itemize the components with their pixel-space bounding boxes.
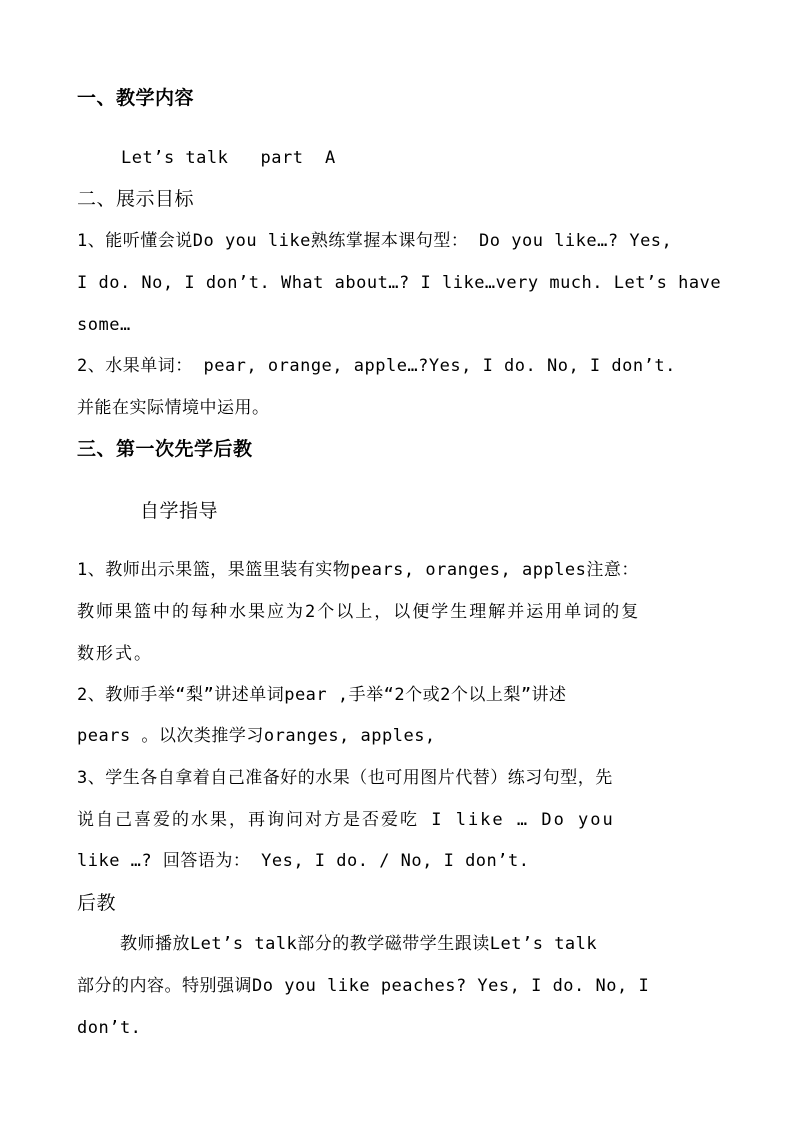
goals-item-2-line-2: 并能在实际情境中运用。 [77, 398, 270, 418]
step-1-line-2: 教师果篮中的每种水果应为2个以上，以便学生理解并运用单词的复 [77, 602, 641, 622]
step-2-line-2: pears 。以次类推学习oranges, apples, [77, 726, 436, 746]
step-1-line-1: 1、教师出示果篮，果篮里装有实物pears, oranges, apples注意： [77, 560, 639, 580]
goals-item-2-line-1: 2、水果单词： pear, orange, apple…?Yes, I do. No, I don’t. [77, 356, 676, 376]
section-heading-first: 三、第一次先学后教 [77, 438, 253, 460]
section-heading-after: 后教 [77, 892, 117, 914]
section-heading-content: 一、教学内容 [77, 87, 195, 109]
goals-item-1-line-3: some… [77, 315, 131, 335]
after-line-1: 教师播放Let’s talk部分的教学磁带学生跟读Let’s talk [77, 934, 598, 954]
content-text: Let’s talk part A [121, 148, 336, 168]
section-heading-goals: 二、展示目标 [77, 188, 195, 210]
self-study-heading: 自学指导 [140, 500, 219, 522]
after-line-2: 部分的内容。特别强调Do you like peaches? Yes, I do. No, I [77, 976, 650, 996]
step-1-line-3: 数形式。 [77, 644, 153, 664]
step-2-line-1: 2、教师手举“梨”讲述单词pear ,手举“2个或2个以上梨”讲述 [77, 685, 567, 705]
step-3-line-2: 说自己喜爱的水果，再询问对方是否爱吃 I like … Do you [77, 810, 615, 830]
after-line-3: don’t. [77, 1018, 142, 1038]
goals-item-1-line-2: I do. No, I don’t. What about…? I like…very much. Let’s have [77, 273, 722, 293]
step-3-line-1: 3、学生各自拿着自己准备好的水果（也可用图片代替）练习句型，先 [77, 768, 613, 788]
step-3-line-3: like …? 回答语为： Yes, I do. / No, I don’t. [77, 851, 530, 871]
goals-item-1-line-1: 1、能听懂会说Do you like熟练掌握本课句型： Do you like…? Yes, [77, 231, 673, 251]
